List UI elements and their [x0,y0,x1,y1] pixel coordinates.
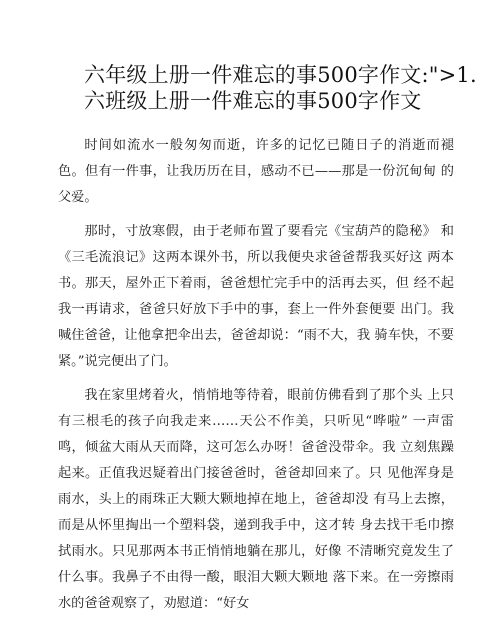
paragraph-3: 我在家里烤着火，悄悄地等待着，眼前仿佛看到了那个头 上只有三根毛的孩子向我走来……天公不作美，只听见“哗啦” 一声雷鸣，倾盆大雨从天而降，这可怎么办呀！爸爸没带伞。我 立刻焦躁起来。正值我迟疑着出门接爸爸时，爸爸却回来了。只 见他浑身是雨水，头上的雨珠正大颗大颗地掉在地上，爸爸却没 有马上去擦，而是从怀里掏出一个塑料袋，递到我手中，这才转 身去找干毛巾擦拭雨水。只见那两本书正悄悄地躺在那儿，好像 不清晰究竟发生了什么事。我鼻子不由得一酸，眼泪大颗大颗地 落下来。在一旁擦雨水的爸爸观察了，劝慰道：“好女 [58,388,454,611]
title-line-1: 六年级上册一件难忘的事500字作文:">1. [84,63,477,87]
paragraph-2: 那时，寸放寒假，由于老师布置了要看完《宝葫芦的隐秘》 和《三毛流浪记》这两本课外书，所以我便央求爸爸帮我买好这 两本书。那天，屋外正下着雨，爸爸想忙完手中的活再去买，但 经不起我一再请求，爸爸只好放下手中的事，套上一件外套便要 出门。我喊住爸爸，让他拿把伞出去，爸爸却说：“雨不大，我 骑车快，不要紧。”说完便出了门。 [58,224,454,369]
paragraph-1: 时间如流水一般匆匆而逝，许多的记忆已随日子的消逝而褪 色。但有一件事，让我历历在目，感动不已——那是一份沉甸甸 的父爱。 [58,138,454,205]
article-body [58,133,454,625]
document-title [84,62,484,114]
title-line-2: 六班级上册一件难忘的事500字作文 [84,89,422,113]
